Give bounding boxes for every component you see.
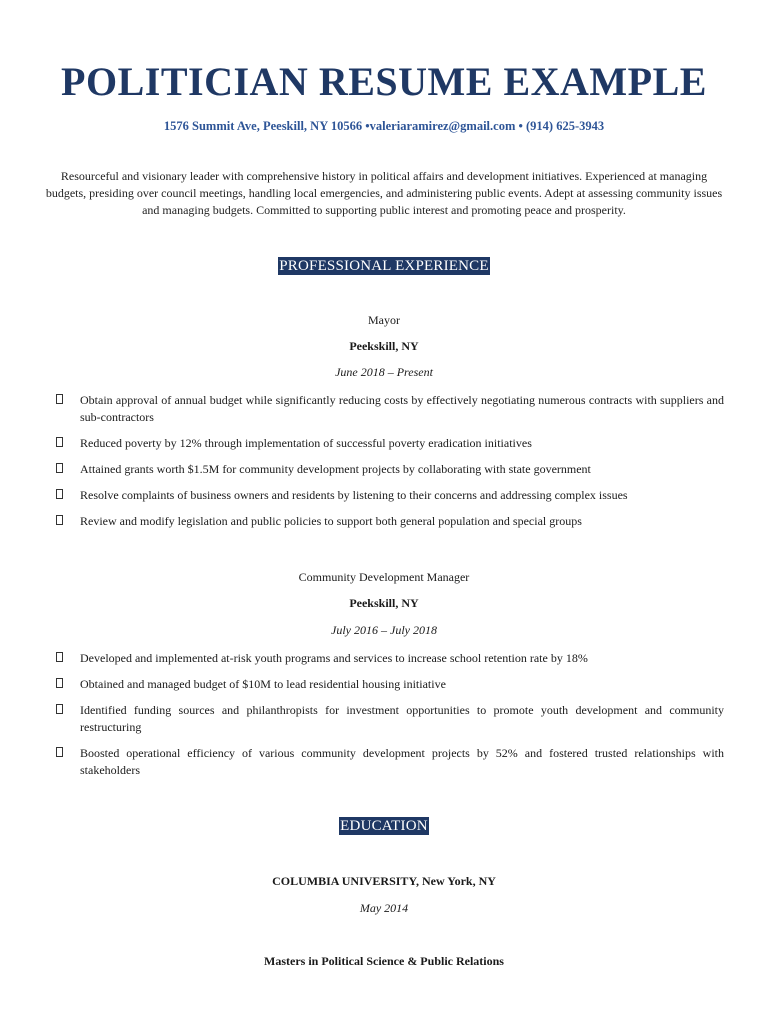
list-item <box>56 702 724 736</box>
job-title: Community Development Manager <box>298 570 470 584</box>
job-location: Peekskill, NY <box>349 596 419 610</box>
list-item <box>56 676 724 693</box>
list-item <box>56 487 724 504</box>
bullet-text: Identified funding sources and philanthropists for investment opportunities to promote youth development and community restructuring <box>80 703 724 734</box>
education-heading <box>0 816 768 836</box>
education-heading-label: EDUCATION <box>340 818 428 834</box>
experience-heading-label: PROFESSIONAL EXPERIENCE <box>279 258 489 274</box>
job-location: Peekskill, NY <box>349 339 419 353</box>
job-bullet-list <box>56 392 724 539</box>
bullet-icon <box>56 704 63 714</box>
summary-paragraph: Resourceful and visionary leader with comprehensive history in political affairs and development initiatives. Experienced at managing budgets, presiding over council meetings, handling local emergencies, and administering public events. Adept at assessing community issues and managing budgets. Committed to supporting public interest and promoting peace and prosperity. <box>45 169 723 217</box>
bullet-text: Reduced poverty by 12% through implementation of successful poverty eradication initiatives <box>80 436 532 450</box>
bullet-text: Attained grants worth $1.5M for community development projects by collaborating with state government <box>80 462 591 476</box>
list-item <box>56 513 724 530</box>
list-item <box>56 461 724 478</box>
bullet-icon <box>56 678 63 688</box>
contact-line: 1576 Summit Ave, Peeskill, NY 10566 •valeriaramirez@gmail.com • (914) 625-3943 <box>163 119 605 133</box>
school-name: COLUMBIA UNIVERSITY <box>272 874 417 888</box>
school-location: , New York, NY <box>416 874 496 888</box>
bullet-text: Resolve complaints of business owners and residents by listening to their concerns and addressing complex issues <box>80 488 628 502</box>
school-line <box>0 873 768 889</box>
bullet-icon <box>56 747 63 757</box>
list-item <box>56 392 724 426</box>
list-item <box>56 435 724 452</box>
bullet-icon <box>56 394 63 404</box>
job-title: Mayor <box>368 313 400 327</box>
bullet-icon <box>56 437 63 447</box>
job-dates: June 2018 – Present <box>335 365 433 379</box>
bullet-text: Boosted operational efficiency of various community development projects by 52% and fostered trusted relationships with stakeholders <box>80 746 724 777</box>
bullet-icon <box>56 489 63 499</box>
job-bullet-list <box>56 650 724 788</box>
resume-title: POLITICIAN RESUME EXAMPLE <box>61 59 707 104</box>
bullet-text: Obtain approval of annual budget while significantly reducing costs by effectively negotiating numerous contracts with suppliers and sub-contractors <box>80 393 724 424</box>
experience-heading <box>0 256 768 276</box>
bullet-icon <box>56 463 63 473</box>
job-dates: July 2016 – July 2018 <box>331 623 437 637</box>
bullet-text: Obtained and managed budget of $10M to lead residential housing initiative <box>80 677 446 691</box>
bullet-text: Review and modify legislation and public policies to support both general population and special groups <box>80 514 582 528</box>
list-item <box>56 745 724 779</box>
bullet-text: Developed and implemented at-risk youth programs and services to increase school retention rate by 18% <box>80 651 588 665</box>
degree: Masters in Political Science & Public Relations <box>264 954 504 968</box>
bullet-icon <box>56 515 63 525</box>
list-item <box>56 650 724 667</box>
bullet-icon <box>56 652 63 662</box>
education-date: May 2014 <box>359 901 409 915</box>
